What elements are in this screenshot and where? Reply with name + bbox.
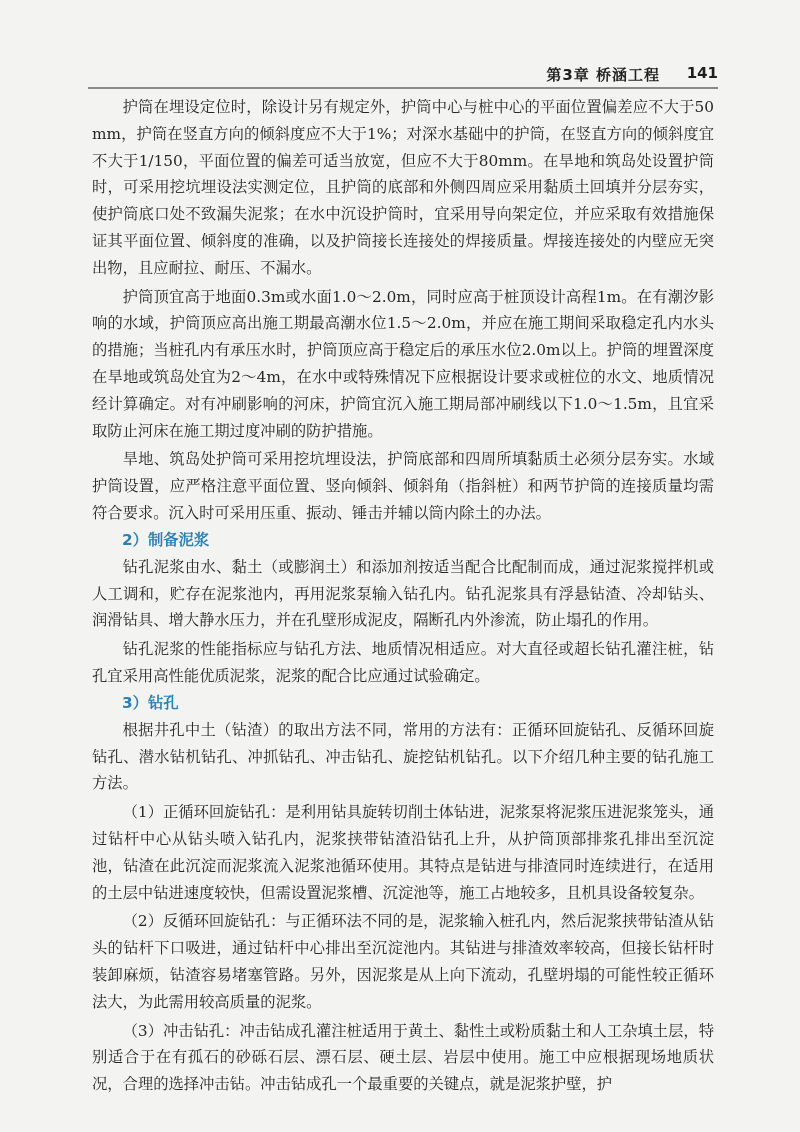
paragraph-reverse-circulation: （2）反循环回旋钻孔：与正循环法不同的是，泥浆输入桩孔内，然后泥浆挟带钻渣从钻头的钻杆下口吸进，通过钻杆中心排出至沉淀池内。其钻进与排渣效率较高，但接长钻杆时装卸麻烦，钻渣容易堵塞管路。另外，因泥浆是从上向下流动，孔壁坍塌的可能性较正循环法大，为此需用较高质量的泥浆。 [92,912,714,1011]
paragraph-drilling-methods: 根据井孔中土（钻渣）的取出方法不同，常用的方法有：正循环回旋钻孔、反循环回旋钻孔、潜水钻机钻孔、冲抓钻孔、冲击钻孔、旋挖钻机钻孔。以下介绍几种主要的钻孔施工方法。 [92,720,714,793]
page-body [92,94,714,1098]
section-heading-mud: 2）制备泥浆 [122,530,210,549]
paragraph-forward-circulation: （1）正循环回旋钻孔：是利用钻具旋转切削土体钻进，泥浆泵将泥浆压进泥浆笼头，通过钻杆中心从钻头喷入钻孔内，泥浆挟带钻渣沿钻孔上升，从护筒顶部排浆孔排出至沉淀池，钻渣在此沉淀而泥浆流入泥浆池循环使用。其特点是钻进与排渣同时连续进行，在适用的土层中钻进速度较快，但需设置泥浆槽、沉淀池等，施工占地较多，且机具设备较复杂。 [92,803,714,902]
chapter-title: 第3章 桥涵工程 [546,66,660,84]
paragraph-mud-properties: 钻孔泥浆的性能指标应与钻孔方法、地质情况相适应。对大直径或超长钻孔灌注桩，钻孔宜采用高性能优质泥浆，泥浆的配合比应通过试验确定。 [92,640,714,685]
paragraph-casing-installation: 旱地、筑岛处护筒可采用挖坑埋设法，护筒底部和四周所填黏质土必须分层夯实。水域护筒设置，应严格注意平面位置、竖向倾斜、倾斜角（指斜桩）和两节护筒的连接质量均需符合要求。沉入时可采用压重、振动、锤击并辅以筒内除土的办法。 [92,450,714,522]
header-rule [88,87,718,89]
page-number: 141 [686,64,718,82]
page-header [88,58,718,90]
paragraph-percussion-drilling: （3）冲击钻孔：冲击钻成孔灌注桩适用于黄土、黏性土或粉质黏土和人工杂填土层，特别适合于在有孤石的砂砾石层、漂石层、硬土层、岩层中使用。施工中应根据现场地质状况，合理的选择冲击钻。冲击钻成孔一个最重要的关键点，就是泥浆护壁，护 [92,1021,714,1094]
paragraph-casing-position: 护筒在埋设定位时，除设计另有规定外，护筒中心与桩中心的平面位置偏差应不大于50mm，护筒在竖直方向的倾斜度应不大于1%；对深水基础中的护筒，在竖直方向的倾斜度宜不大于1/150，平面位置的偏差可适当放宽，但应不大于80mm。在旱地和筑岛处设置护筒时，可采用挖坑埋设法实测定位，且护筒的底部和外侧四周应采用黏质土回填并分层夯实，使护筒底口处不致漏失泥浆；在水中沉设护筒时，宜采用导向架定位，并应采取有效措施保证其平面位置、倾斜度的准确，以及护筒接长连接处的焊接质量。焊接连接处的内壁应无突出物，且应耐拉、耐压、不漏水。 [92,98,714,277]
paragraph-casing-height: 护筒顶宜高于地面0.3m或水面1.0～2.0m，同时应高于桩顶设计高程1m。在有潮汐影响的水域，护筒顶应高出施工期最高潮水位1.5～2.0m，并应在施工期间采取稳定孔内水头的措施；当桩孔内有承压水时，护筒顶应高于稳定后的承压水位2.0m以上。护筒的埋置深度在旱地或筑岛处宜为2～4m，在水中或特殊情况下应根据设计要求或桩位的水文、地质情况经计算确定。对有冲刷影响的河床，护筒宜沉入施工期局部冲刷线以下1.0～1.5m，且宜采取防止河床在施工期过度冲刷的防护措施。 [92,287,714,440]
paragraph-mud-composition: 钻孔泥浆由水、黏土（或膨润土）和添加剂按适当配合比配制而成，通过泥浆搅拌机或人工调和，贮存在泥浆池内，再用泥浆泵输入钻孔内。钻孔泥浆具有浮悬钻渣、冷却钻头、润滑钻具、增大静水压力，并在孔壁形成泥皮，隔断孔内外渗流，防止塌孔的作用。 [92,557,714,630]
section-heading-drilling: 3）钻孔 [122,693,179,712]
